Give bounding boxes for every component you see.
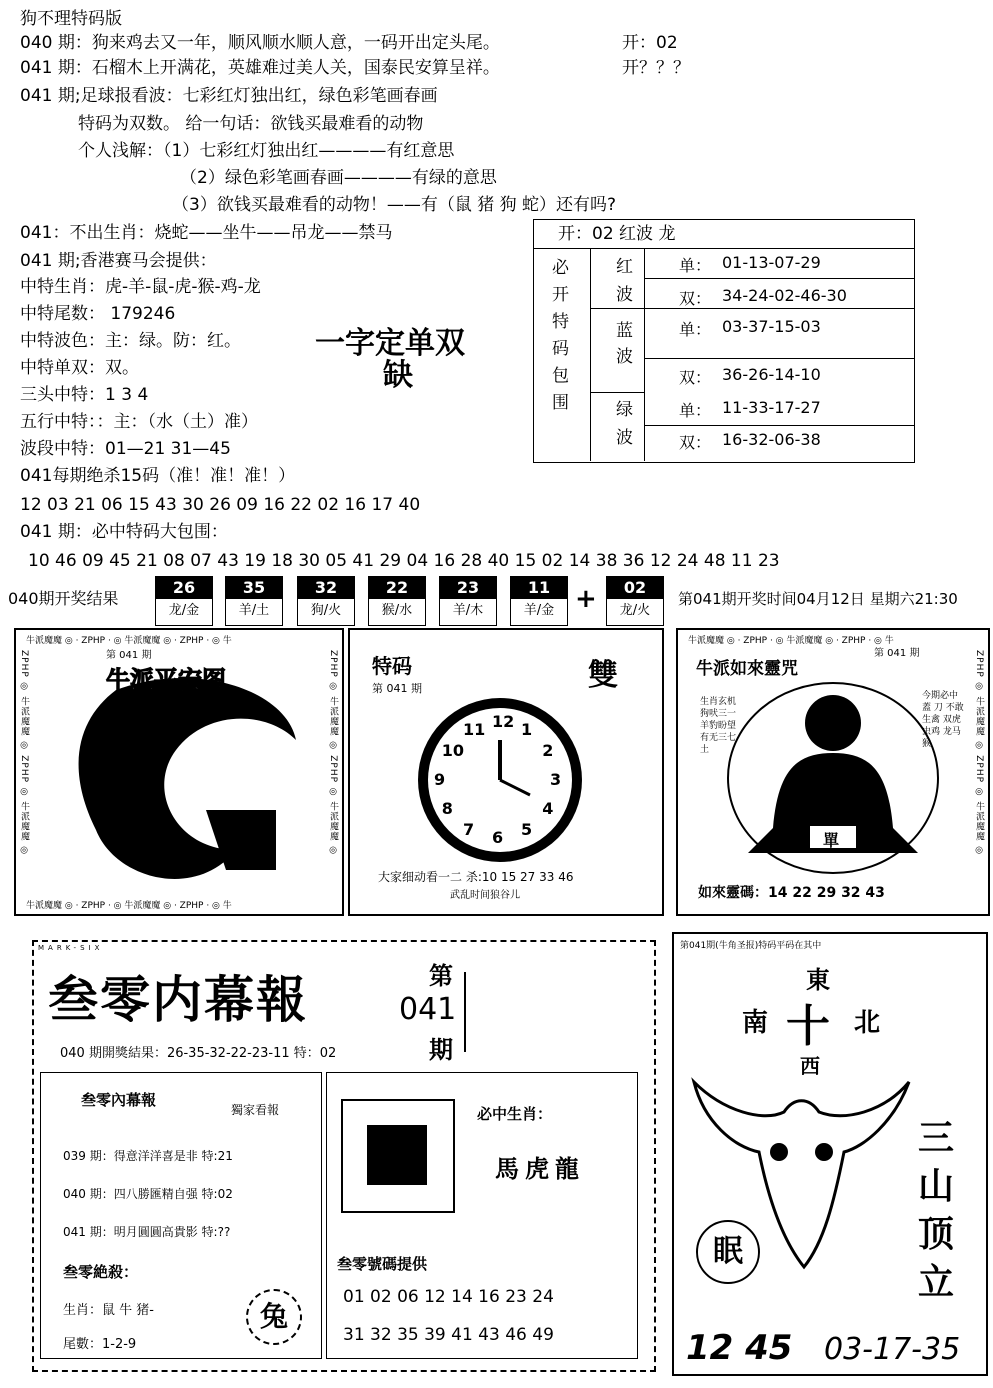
- ball-label: 羊/金: [523, 603, 555, 618]
- kill-tail: 尾數：1-2-9: [63, 1337, 137, 1352]
- buddha-footer: 如來靈碼：14 22 29 32 43: [698, 885, 885, 901]
- kill-zodiac: 生肖：鼠 牛 猪-: [63, 1303, 154, 1318]
- panel-side-strip: ZPHP ◎ 牛派魔魔 ◎ ZPHP ◎ 牛派魔魔 ◎: [19, 650, 29, 857]
- history-item: 041 期：明月圓圓高貴影 特:??: [63, 1225, 231, 1239]
- wave-green-1: 绿: [616, 400, 633, 420]
- clock-number: 6: [492, 828, 504, 847]
- result-label: 040期开奖结果: [8, 589, 119, 608]
- row-type: 双：: [679, 368, 712, 387]
- clock-number: 3: [550, 770, 562, 789]
- clock-number: 7: [463, 820, 475, 840]
- line-041-open: 开？？？: [622, 58, 690, 78]
- ball-number: 11: [511, 577, 567, 599]
- must-zodiac: 馬虎龍: [495, 1154, 585, 1183]
- newspaper-title: 叁零内幕報: [48, 970, 308, 1029]
- buddha-seal: 單: [823, 831, 840, 850]
- result-ball: [225, 576, 283, 626]
- result-ball: [155, 576, 213, 626]
- special-ball: [606, 576, 664, 626]
- ball-label: 龙/火: [619, 603, 651, 618]
- ball-number: 22: [369, 577, 425, 599]
- panel-clock: [348, 628, 664, 916]
- panel-issue: 第 041 期: [874, 648, 920, 659]
- panel-issue: 第 041 期: [372, 682, 422, 695]
- issue-number: 041: [399, 992, 457, 1027]
- line-view2: （2）绿色彩笔画春画————有绿的意思: [180, 168, 497, 188]
- ball-number: 26: [156, 577, 212, 599]
- ball-label: 羊/木: [452, 603, 484, 618]
- clock-number: 1: [521, 719, 533, 739]
- line-must: 041 期：必中特码大包围：: [20, 522, 228, 542]
- direction-east: 東: [806, 965, 830, 994]
- skull-panel: [672, 932, 988, 1376]
- skull-number-a: 12 45: [686, 1328, 793, 1368]
- line-040-open: 开：02: [622, 33, 678, 53]
- must-title: 必中生肖：: [477, 1105, 553, 1123]
- line-five: 五行中特：：主：（水（土）准）: [20, 412, 258, 432]
- history-item: 040 期：四八勝匯精自强 特:02: [63, 1187, 233, 1201]
- kill-title: 叁零絶殺：: [63, 1263, 139, 1281]
- line-oddeven: 中特单双：双。: [20, 358, 139, 378]
- left-header: 叁零內幕報: [81, 1091, 157, 1109]
- single-double-title: 一字定单双: [315, 326, 465, 361]
- row-type: 单：: [679, 401, 712, 420]
- plus-sign: +: [575, 584, 597, 614]
- line-hk: 041 期;香港赛马会提供：: [20, 251, 217, 271]
- newspaper-left-box: [40, 1072, 322, 1359]
- ball-number: 35: [226, 577, 282, 599]
- newspaper-stamp: 兔: [246, 1289, 302, 1345]
- result-ball: [297, 576, 355, 626]
- panel-title: 特码: [372, 654, 412, 678]
- skull-side-text: 三山顶立: [918, 1117, 955, 1303]
- package-header: 开：02 红波 龙: [534, 220, 914, 249]
- line-view1: 个人浅解：（1）七彩红灯独出红————有红意思: [78, 141, 455, 161]
- clock-caption-2: 武乱时间狼谷儿: [450, 890, 520, 901]
- line-040: 040 期：狗来鸡去又一年，顺风顺水顺人意，一码开出定头尾。: [20, 33, 500, 53]
- line-color: 中特波色：主：绿。防：红。: [20, 331, 241, 351]
- line-kill: 041每期绝杀15码（准！准！准！）: [20, 466, 296, 486]
- svg-text:大吉: 大吉: [176, 781, 221, 806]
- row-type: 双：: [679, 289, 712, 308]
- panel-issue: 第 041 期: [106, 650, 152, 661]
- line-041: 041 期：石榴木上开满花，英雄难过美人关，国泰民安算呈祥。: [20, 58, 500, 78]
- panel-title: 牛派平安图: [106, 665, 226, 694]
- line-head: 三头中特：1 3 4: [20, 385, 149, 405]
- buddha-left-text: 生肖玄机 狗吠三一 羊豹盼望 有无三七土: [700, 697, 737, 755]
- panel-strip: 牛派魔魔 ◎ · ZPHP · ◎ 牛派魔魔 ◎ · ZPHP · ◎ 牛: [688, 636, 894, 646]
- clock-number: 10: [441, 741, 465, 760]
- line-view3: （3）欲钱买最难看的动物！——有（鼠 猪 狗 蛇）还有吗?: [172, 195, 617, 215]
- single-double-missing: 缺: [383, 358, 413, 393]
- issue-label-top: 第: [429, 961, 453, 990]
- clock-number: 9: [434, 770, 446, 789]
- panel-strip: 牛派魔魔 ◎ · ZPHP · ◎ 牛派魔魔 ◎ · ZPHP · ◎ 牛: [26, 636, 232, 646]
- row-nums: 11-33-17-27: [722, 398, 821, 417]
- clock-number: 5: [521, 820, 533, 840]
- result-ball: [510, 576, 568, 626]
- row-type: 单：: [679, 320, 712, 339]
- clock-caption: 大家细动看一二 杀:10 15 27 33 46: [378, 870, 574, 884]
- clock-number: 2: [542, 741, 554, 760]
- direction-west: 西: [800, 1054, 820, 1078]
- ball-number: 32: [298, 577, 354, 599]
- clock-number: 4: [542, 799, 554, 818]
- panel-buddha: [676, 628, 990, 916]
- buddha-right-text: 今期必中 蓋 刀 不敢生禽 双虎虫鸡 龙马猴: [922, 691, 964, 749]
- line-zodiac: 中特生肖：虎-羊-鼠-虎-猴-鸡-龙: [20, 277, 261, 297]
- line-kill-nums: 12 03 21 06 15 43 30 26 09 16 22 02 16 17 40: [20, 495, 421, 515]
- left-sub: 獨家看報: [231, 1103, 280, 1117]
- newspaper: [32, 940, 656, 1372]
- row-nums: 36-26-14-10: [722, 365, 821, 384]
- nums-row-2: 31 32 35 39 41 43 46 49: [343, 1325, 554, 1345]
- clock-number: 8: [441, 799, 453, 818]
- wave-red-2: 波: [616, 285, 633, 305]
- wave-red-1: 红: [616, 257, 633, 277]
- row-type: 单：: [679, 256, 712, 275]
- panel-side-strip: ZPHP ◎ 牛派魔魔 ◎ ZPHP ◎ 牛派魔魔 ◎: [974, 650, 984, 857]
- wave-blue-1: 蓝: [616, 321, 633, 341]
- result-ball: [368, 576, 426, 626]
- line-no-zodiac: 041：不出生肖：烧蛇——坐牛——吊龙——禁马: [20, 223, 393, 243]
- panel-side-char: 雙: [588, 658, 618, 693]
- page-title: 狗不理特码版: [20, 9, 122, 29]
- line-041-football: 041 期;足球报看波：七彩红灯独出红，绿色彩笔画春画: [20, 86, 438, 106]
- direction-cross: 十: [786, 1001, 830, 1052]
- panel-strip: 牛派魔魔 ◎ · ZPHP · ◎ 牛派魔魔 ◎ · ZPHP · ◎ 牛: [26, 901, 232, 911]
- clock-number: 12: [492, 712, 515, 731]
- line-must-nums: 10 46 09 45 21 08 07 43 19 18 30 05 41 29 04 16 28 40 15 02 14 38 36 12 24 48 11 23: [28, 551, 780, 571]
- row-nums: 34-24-02-46-30: [722, 286, 847, 305]
- panel-side-strip: ZPHP ◎ 牛派魔魔 ◎ ZPHP ◎ 牛派魔魔 ◎: [328, 650, 338, 857]
- clock-number: 11: [463, 719, 486, 739]
- package-table: [533, 219, 915, 463]
- nums-row-1: 01 02 06 12 14 16 23 24: [343, 1287, 554, 1307]
- wave-green-2: 波: [616, 428, 633, 448]
- line-even: 特码为双数。 给一句话：欲钱买最难看的动物: [78, 114, 424, 134]
- ball-label: 猴/水: [381, 603, 413, 618]
- line-tail: 中特尾数： 179246: [20, 304, 176, 324]
- ball-number: 23: [440, 577, 496, 599]
- row-nums: 01-13-07-29: [722, 253, 821, 272]
- next-draw-time: 第041期开奖时间04月12日 星期六21:30: [678, 590, 958, 608]
- num-title: 叁零號碼提供: [337, 1255, 428, 1273]
- panel-title: 牛派如來靈咒: [696, 659, 798, 679]
- skull-header: 第041期(牛角圣报)特码平码在其中: [680, 941, 822, 951]
- result-ball: [439, 576, 497, 626]
- ball-label: 龙/金: [168, 603, 200, 618]
- ball-number: 02: [607, 577, 663, 599]
- panel-swirl: [14, 628, 344, 916]
- issue-label-bottom: 期: [429, 1035, 453, 1064]
- skull-number-b: 03-17-35: [824, 1332, 961, 1367]
- direction-south: 南: [742, 1008, 769, 1038]
- newspaper-mark-strip: MARK-SIX: [38, 944, 104, 952]
- package-side-label: 必开特码包围: [552, 258, 569, 413]
- ball-label: 羊/土: [238, 603, 270, 618]
- skull-stamp: 眠: [696, 1220, 760, 1284]
- logo-square: [341, 1099, 455, 1213]
- line-seg: 波段中特：01—21 31—45: [20, 439, 231, 459]
- row-nums: 16-32-06-38: [722, 430, 821, 449]
- newspaper-result: 040 期開獎結果：26-35-32-22-23-11 特：02: [60, 1046, 337, 1061]
- ball-label: 狗/火: [310, 603, 342, 618]
- row-nums: 03-37-15-03: [722, 317, 821, 336]
- direction-north: 北: [854, 1008, 881, 1038]
- history-item: 039 期：得意洋洋喜是非 特:21: [63, 1149, 233, 1163]
- row-type: 双：: [679, 433, 712, 452]
- newspaper-right-box: [326, 1072, 638, 1359]
- wave-blue-2: 波: [616, 347, 633, 367]
